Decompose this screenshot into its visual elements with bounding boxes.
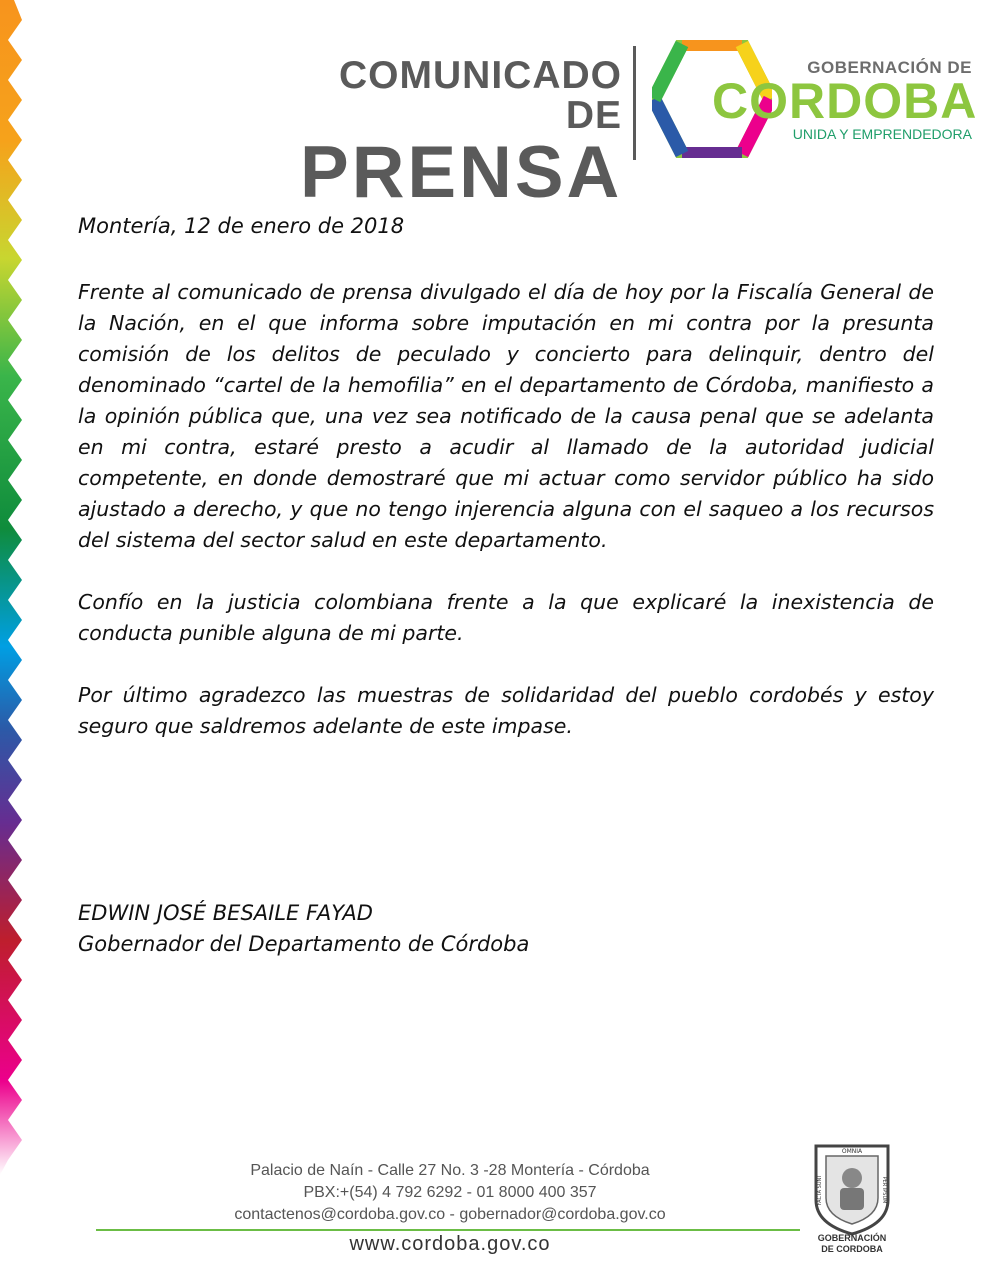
signer-role: Gobernador del Departamento de Córdoba: [78, 932, 530, 956]
footer-divider: [96, 1229, 800, 1231]
paragraph-2: Confío en la justicia colombiana frente a la que explicaré la inexistencia de conducta punible alguna de mi parte.: [78, 590, 934, 645]
decorative-color-strip: [0, 0, 22, 1280]
press-release-title: [300, 54, 623, 213]
footer-address: Palacio de Naín - Calle 27 No. 3 -28 Montería - Córdoba: [250, 1162, 650, 1179]
footer-emails: contactenos@cordoba.gov.co - gobernador@cordoba.gov.co: [234, 1206, 666, 1223]
seal-caption-line-1: GOBERNACIÓN: [817, 1233, 887, 1243]
title-line-1: COMUNICADO DE: [339, 54, 622, 137]
seal-caption: [796, 1233, 908, 1255]
seal-motto-left: FACTA SUNT: [817, 1174, 823, 1206]
signature-block: [78, 898, 529, 960]
logo-wordmark: [712, 58, 978, 142]
seal-motto-right: PER IPSUM: [881, 1176, 887, 1204]
footer-phone: PBX:+(54) 4 792 6292 - 01 8000 400 357: [303, 1184, 597, 1201]
title-line-2: PRENSA: [300, 132, 623, 213]
paragraph-1: Frente al comunicado de prensa divulgado el día de hoy por la Fiscalía General de la Nación, en el que informa sobre imputación en mi contra por la presunta comisión de los delitos de peculado y concierto para delinquir, dentro del denominado “cartel de la hemofilia” en el departamento de Córdoba, manifiesto a la opinión pública que, una vez sea notificado de la causa penal que se adelanta en mi contra, estaré presto a acudir al llamado de la autoridad judicial competente, en donde demostraré que mi actuar como servidor público ha sido ajustado a derecho, y que no tengo injerencia alguna con el saqueo a los recursos del sistema del sector salud en este departamento.: [78, 280, 934, 552]
date-line: Montería, 12 de enero de 2018: [78, 214, 405, 238]
coat-of-arms-icon: [812, 1140, 892, 1236]
seal-caption-line-2: DE CORDOBA: [821, 1244, 883, 1254]
logo-line-3: UNIDA Y EMPRENDEDORA: [792, 126, 972, 142]
footer-contact: [100, 1160, 800, 1226]
seal-motto-top: OMNIA: [841, 1148, 863, 1155]
logo-line-1: GOBERNACIÓN DE: [807, 58, 972, 77]
header-divider: [633, 46, 636, 160]
logo-line-2: CORDOBA: [712, 73, 978, 129]
statement-body: [78, 277, 934, 773]
signer-name: EDWIN JOSÉ BESAILE FAYAD: [78, 901, 373, 925]
footer-website: www.cordoba.gov.co: [349, 1233, 551, 1255]
paragraph-3: Por último agradezco las muestras de solidaridad del pueblo cordobés y estoy seguro que saldremos adelante de este impase.: [78, 683, 934, 738]
